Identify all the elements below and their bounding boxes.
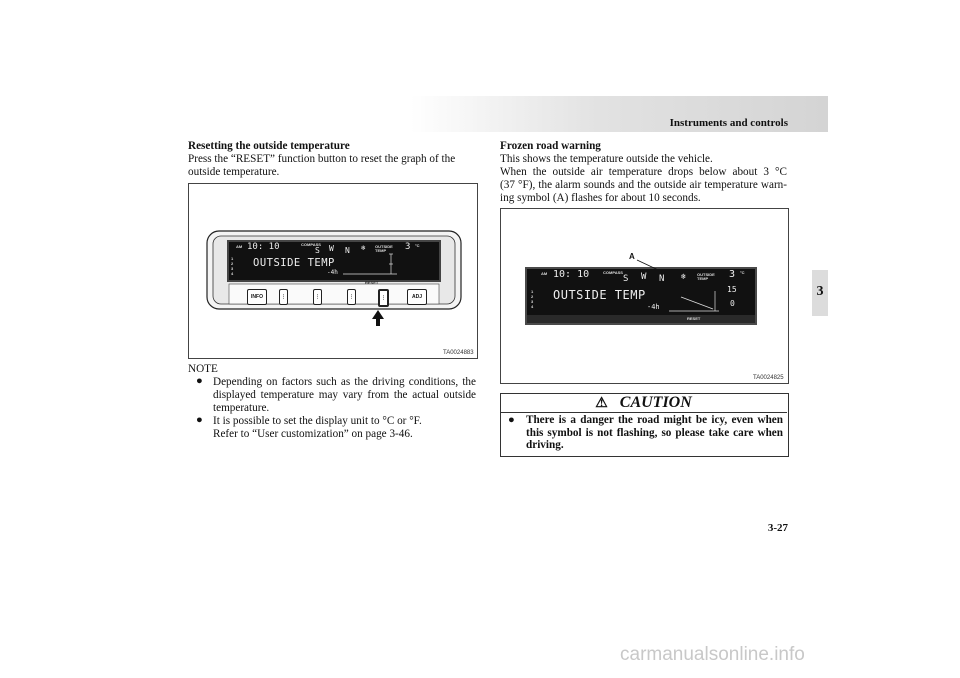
function-button-1[interactable]: ⋮ [279,289,288,305]
page-number: 3-27 [767,522,788,534]
temp-unit: °C [740,270,745,275]
am-indicator: AM [236,244,243,249]
figure-reset [188,183,478,359]
callout-a: A [629,252,635,261]
caution-line3: driving. [526,439,564,452]
caution-title: CAUTION [619,394,692,411]
info-button[interactable]: INFO [247,289,267,305]
caution-line1: There is a danger the road might be icy, even when [526,414,783,426]
compass-s: S [623,274,629,284]
compass-label: COMPASS [301,242,321,247]
clock-readout: 10: 10 [553,269,590,280]
bullet-icon: ● [508,414,515,426]
compass-n: N [659,274,665,284]
reset-function-button[interactable]: ⋮ [378,289,389,307]
temp-graph [667,279,727,313]
left-para-line2: outside temperature. [188,166,280,178]
reset-label: RESET [687,316,701,321]
graph-min: 0 [730,299,735,308]
note-1-line3: temperature. [213,402,270,414]
note-2-line2: Refer to “User customization” on page 3-46. [213,428,413,440]
am-indicator: AM [541,271,548,276]
graph-duration: -4h [327,269,338,276]
reset-label: RESET [365,280,379,285]
road-warning-icon: ❄ [361,244,366,252]
bullet-icon: ● [196,414,203,426]
adj-button[interactable]: ADJ [407,289,427,305]
main-readout: OUTSIDE TEMP [253,257,335,269]
compass-label: COMPASS [603,270,623,275]
graph-duration: -4h [647,303,660,311]
main-readout: OUTSIDE TEMP [553,288,646,302]
function-button-2[interactable]: ⋮ [313,289,322,305]
clock-readout: 10: 10 [247,242,280,252]
temp-graph [341,250,401,278]
right-heading: Frozen road warning [500,140,601,152]
compass-s: S [315,246,320,255]
left-heading: Resetting the outside temperature [188,140,350,152]
lcd-display [527,269,755,315]
press-arrow-icon [372,310,384,326]
caution-header [500,393,787,413]
note-2-line1: It is possible to set the display unit to °C or °F. [213,415,422,427]
temp-unit: °C [415,243,420,248]
figure-frozen-road [500,208,789,384]
caution-line2: this symbol is not flashing, so please take care when [526,426,783,439]
chapter-number: 3 [816,284,824,299]
lcd-display [229,242,439,280]
right-para-line4: ing symbol (A) flashes for about 10 seconds. [500,192,701,204]
bullet-icon: ● [196,375,203,387]
right-para-line2: When the outside air temperature drops below about 3 °C [500,166,787,178]
outside-temp-label: OUTSIDE TEMP [697,272,715,281]
temp-readout: 3 [405,242,411,252]
side-indicators: 1 2 3 4 [231,256,234,276]
watermark: carmanualsonline.info [620,644,805,665]
note-1-line2: displayed temperature may vary from the actual outside [213,389,476,401]
compass-w: W [641,272,647,282]
caution-text [526,414,783,452]
left-para-line1: Press the “RESET” function button to reset the graph of the [188,153,456,165]
note-label: NOTE [188,363,218,375]
function-button-3[interactable]: ⋮ [347,289,356,305]
right-para-line1: This shows the temperature outside the vehicle. [500,153,713,165]
warning-triangle-icon: ⚠ [595,396,608,411]
road-warning-icon: ❄ [681,272,686,281]
compass-n: N [345,246,350,255]
temp-readout: 3 [729,269,736,280]
figure-id: TA0024825 [753,375,784,381]
outside-temp-label: OUTSIDE TEMP [375,244,393,253]
graph-max: 15 [727,285,737,294]
note-1-line1: Depending on factors such as the driving conditions, the [213,376,476,388]
side-indicators: 1 2 3 4 [531,289,534,309]
right-para-line3: (37 °F), the alarm sounds and the outside air temperature warn- [500,179,787,191]
figure-id: TA0024883 [443,350,474,356]
compass-w: W [329,244,334,253]
section-title: Instruments and controls [669,117,788,129]
